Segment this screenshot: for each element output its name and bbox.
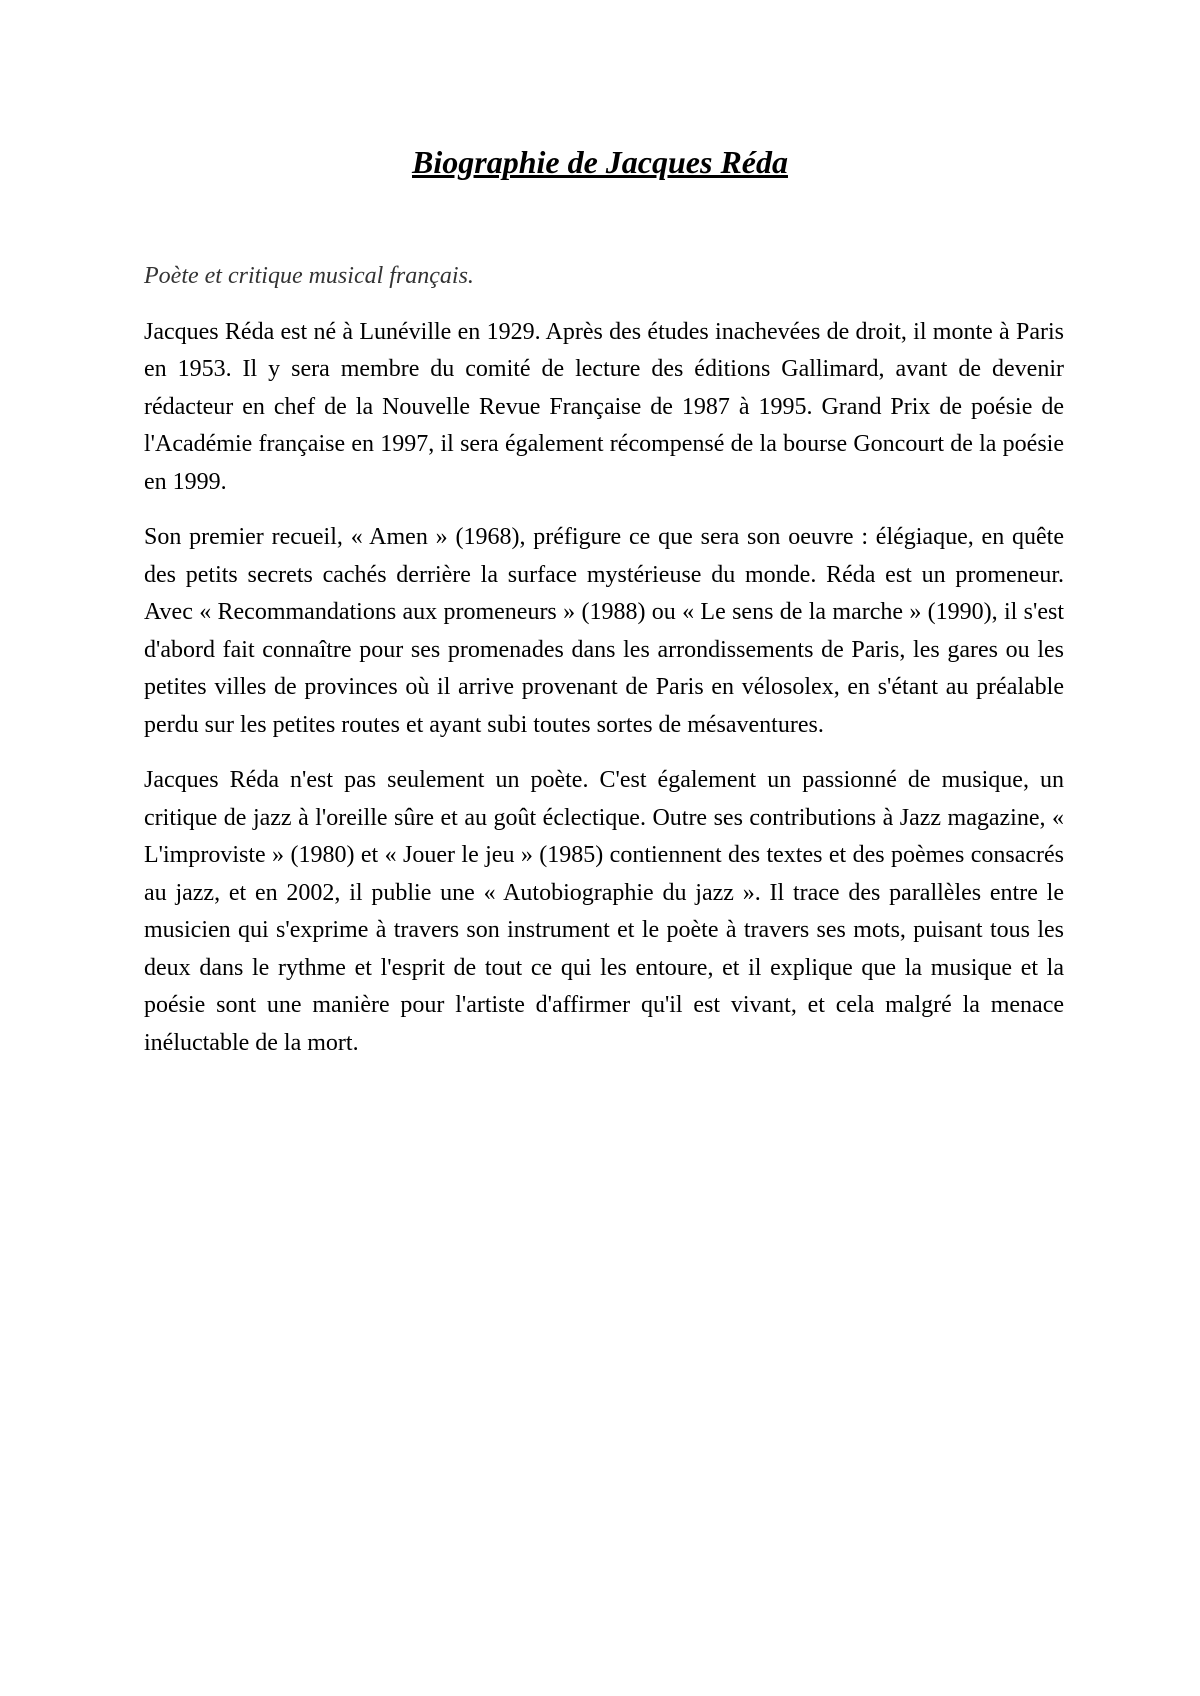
paragraph-1: Jacques Réda est né à Lunéville en 1929. Après des études inachevées de droit, il monte à Paris en 1953. Il y sera membre du comité de lecture des éditions Gallimard, avant de devenir rédacteur en chef de la Nouvelle Revue Française de 1987 à 1995. Grand Prix de poésie de l'Académie française en 1997, il sera également récompensé de la bourse Goncourt de la poésie en 1999. xyxy=(144,318,1064,495)
document-subtitle: Poète et critique musical français. xyxy=(144,263,474,289)
paragraph-2: Son premier recueil, « Amen » (1968), préfigure ce que sera son oeuvre : élégiaque, en quête des petits secrets cachés derrière la surface mystérieuse du monde. Réda est un promeneur. Avec « Recommandations aux promeneurs » (1988) ou « Le sens de la marche » (1990), il s'est d'abord fait connaître pour ses promenades dans les arrondissements de Paris, les gares ou les petites villes de provinces où il arrive provenant de Paris en vélosolex, en s'étant au préalable perdu sur les petites routes et ayant subi toutes sortes de mésaventures. xyxy=(144,524,1064,738)
document-title: Biographie de Jacques Réda xyxy=(412,144,788,180)
paragraph-3: Jacques Réda n'est pas seulement un poète. C'est également un passionné de musique, un critique de jazz à l'oreille sûre et au goût éclectique. Outre ses contributions à Jazz magazine, « L'improviste » (1980) et « Jouer le jeu » (1985) contiennent des textes et des poèmes consacrés au jazz, et en 2002, il publie une « Autobiographie du jazz ». Il trace des parallèles entre le musicien qui s'exprime à travers son instrument et le poète à travers ses mots, puisant tous les deux dans le rythme et l'esprit de tout ce qui les entoure, et il explique que la musique et la poésie sont une manière pour l'artiste d'affirmer qu'il est vivant, et cela malgré la menace inéluctable de la mort. xyxy=(144,767,1064,1056)
document-body xyxy=(144,258,1064,1080)
